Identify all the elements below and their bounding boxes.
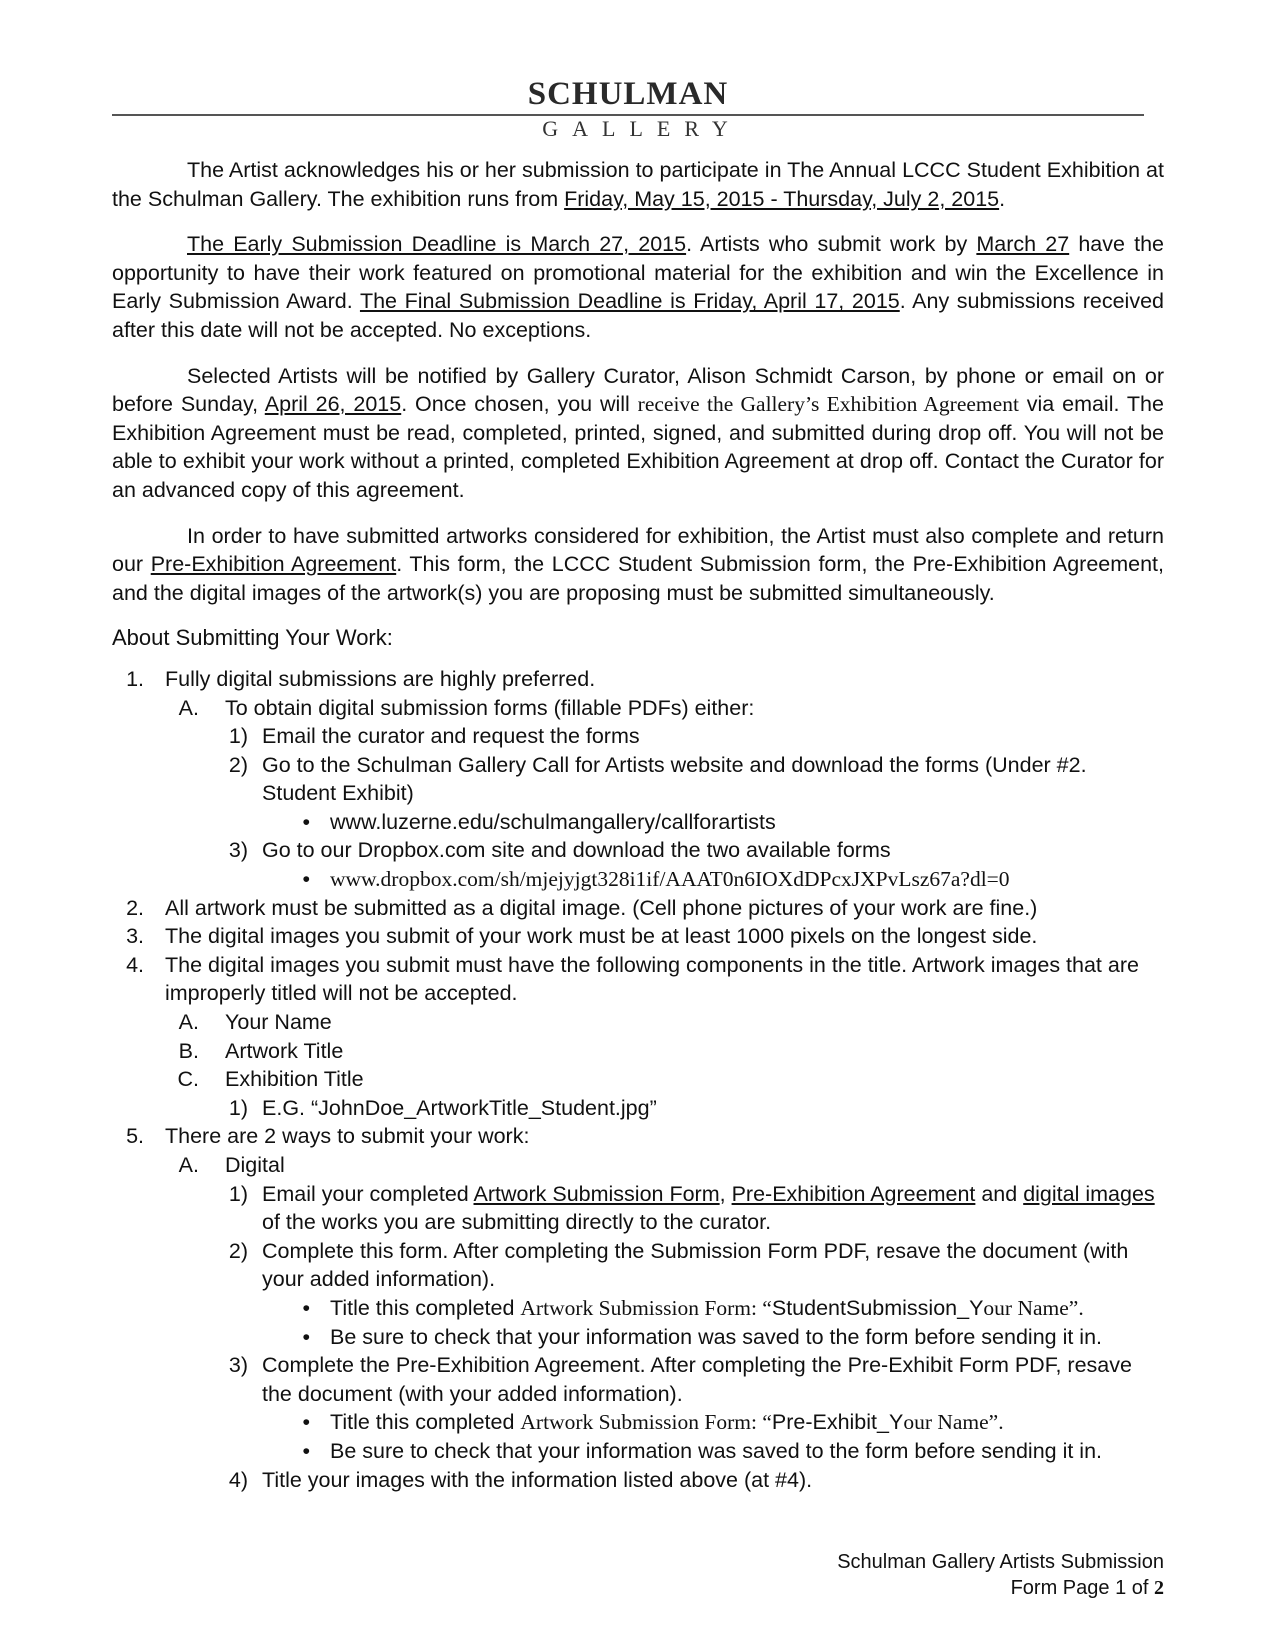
list-item: 2. All artwork must be submitted as a digital image. (Cell phone pictures of your work are fine.) [126, 895, 1038, 920]
list-item: A. Your Name [178, 1010, 332, 1035]
submission-list [112, 665, 1164, 1494]
list-item: 1) Email the curator and request the forms [228, 724, 640, 749]
digital-images-link[interactable]: digital images [1023, 1181, 1155, 1206]
list-item: 4) Title your images with the information listed above (at #4). [228, 1467, 813, 1492]
list-item: C. Exhibition Title [177, 1067, 364, 1092]
list-item: 2) Complete this form. After completing the Submission Form PDF, resave the document (with your added information). [228, 1238, 1129, 1292]
list-item: 1) E.G. “JohnDoe_ArtworkTitle_Student.jpg” [228, 1095, 657, 1120]
list-item: • Be sure to check that your information was saved to the form before sending it in. [302, 1438, 1103, 1463]
list-item: B. Artwork Title [178, 1038, 344, 1063]
pre-exhibition-agreement-link[interactable]: Pre-Exhibition Agreement [731, 1181, 976, 1206]
list-item: 3) Go to our Dropbox.com site and download the two available forms [228, 838, 891, 863]
list-item: • www.dropbox.com/sh/mjejyjgt328i1if/AAAT0n6IOXdDPcxJXPvLsz67a?dl=0 [302, 867, 1010, 892]
pre-exhibition-agreement-link[interactable]: Pre-Exhibition Agreement [150, 552, 397, 577]
list-item: 1. Fully digital submissions are highly preferred. [126, 666, 596, 691]
gallery-logo [112, 70, 1144, 142]
page-number: Form Page 1 of 2 [1010, 1577, 1164, 1599]
logo-subtitle: GALLERY [542, 116, 742, 141]
intro-paragraph-3: Selected Artists will be notified by Gallery Curator, Alison Schmidt Carson, by phone or email on or before Sunday, April 26, 2015. Once chosen, you will receive the Gallery’s Exhibition Agreement via email. The Exhibition Agreement must be read, completed, printed, signed, and submitted during drop off. You will not be able to exhibit your work without a printed, completed Exhibition Agreement at drop off. Contact the Curator for an advanced copy of this agreement. [112, 363, 1164, 502]
intro-paragraph-4: In order to have submitted artworks considered for exhibition, the Artist must also complete and return our Pre-Exhibition Agreement. This form, the LCCC Student Submission form, the Pre-Exhibition Agreement, and the digital images of the artwork(s) you are proposing must be submitted simultaneously. [112, 523, 1165, 605]
list-item: • www.luzerne.edu/schulmangallery/callforartists [302, 809, 776, 834]
gallery-website-link[interactable]: www.luzerne.edu/schulmangallery/callforartists [330, 809, 776, 834]
section-heading: About Submitting Your Work: [112, 625, 393, 651]
footer-title: Schulman Gallery Artists Submission [837, 1551, 1164, 1573]
list-item: 1) Email your completed Artwork Submission Form, Pre-Exhibition Agreement and digital images of the works you are submitting directly to the curator. [228, 1181, 1155, 1235]
intro-paragraph-2: The Early Submission Deadline is March 27, 2015. Artists who submit work by March 27 have the opportunity to have their work featured on promotional material for the exhibition and win the Excellence in Early Submission Award. The Final Submission Deadline is Friday, April 17, 2015. Any submissions received after this date will not be accepted. No exceptions. [112, 232, 1165, 342]
list-item: 3. The digital images you submit of your work must be at least 1000 pixels on the longest side. [126, 924, 1038, 949]
list-item: 3) Complete the Pre-Exhibition Agreement. After completing the Pre-Exhibit Form PDF, resave the document (with your added information). [228, 1353, 1132, 1406]
document-body [112, 156, 1164, 1494]
list-item: • Be sure to check that your information was saved to the form before sending it in. [302, 1324, 1103, 1349]
page-footer [837, 1549, 1164, 1601]
logo-title: SCHULMAN [527, 76, 729, 112]
list-item: A. To obtain digital submission forms (fillable PDFs) either: [178, 695, 755, 720]
list-item: • Title this completed Artwork Submission Form: “Pre-Exhibit_Your Name”. [302, 1410, 1004, 1435]
list-item: 4. The digital images you submit must have the following components in the title. Artwork images that are improperly titled will not be accepted. [126, 952, 1139, 1006]
list-item: 2) Go to the Schulman Gallery Call for Artists website and download the forms (Under #2. Student Exhibit) [228, 752, 1087, 806]
dropbox-link[interactable]: www.dropbox.com/sh/mjejyjgt328i1if/AAAT0n6IOXdDPcxJXPvLsz67a?dl=0 [330, 867, 1010, 892]
list-item: • Title this completed Artwork Submission Form: “StudentSubmission_Your Name”. [302, 1295, 1084, 1320]
artwork-submission-form-link[interactable]: Artwork Submission Form [473, 1181, 720, 1206]
list-item: A. Digital [178, 1153, 285, 1177]
list-item: 5. There are 2 ways to submit your work: [126, 1124, 530, 1149]
intro-paragraph-1: The Artist acknowledges his or her submission to participate in The Annual LCCC Student Exhibition at the Schulman Gallery. The exhibition runs from Friday, May 15, 2015 - Thursday, July 2, 2015. [112, 158, 1164, 211]
